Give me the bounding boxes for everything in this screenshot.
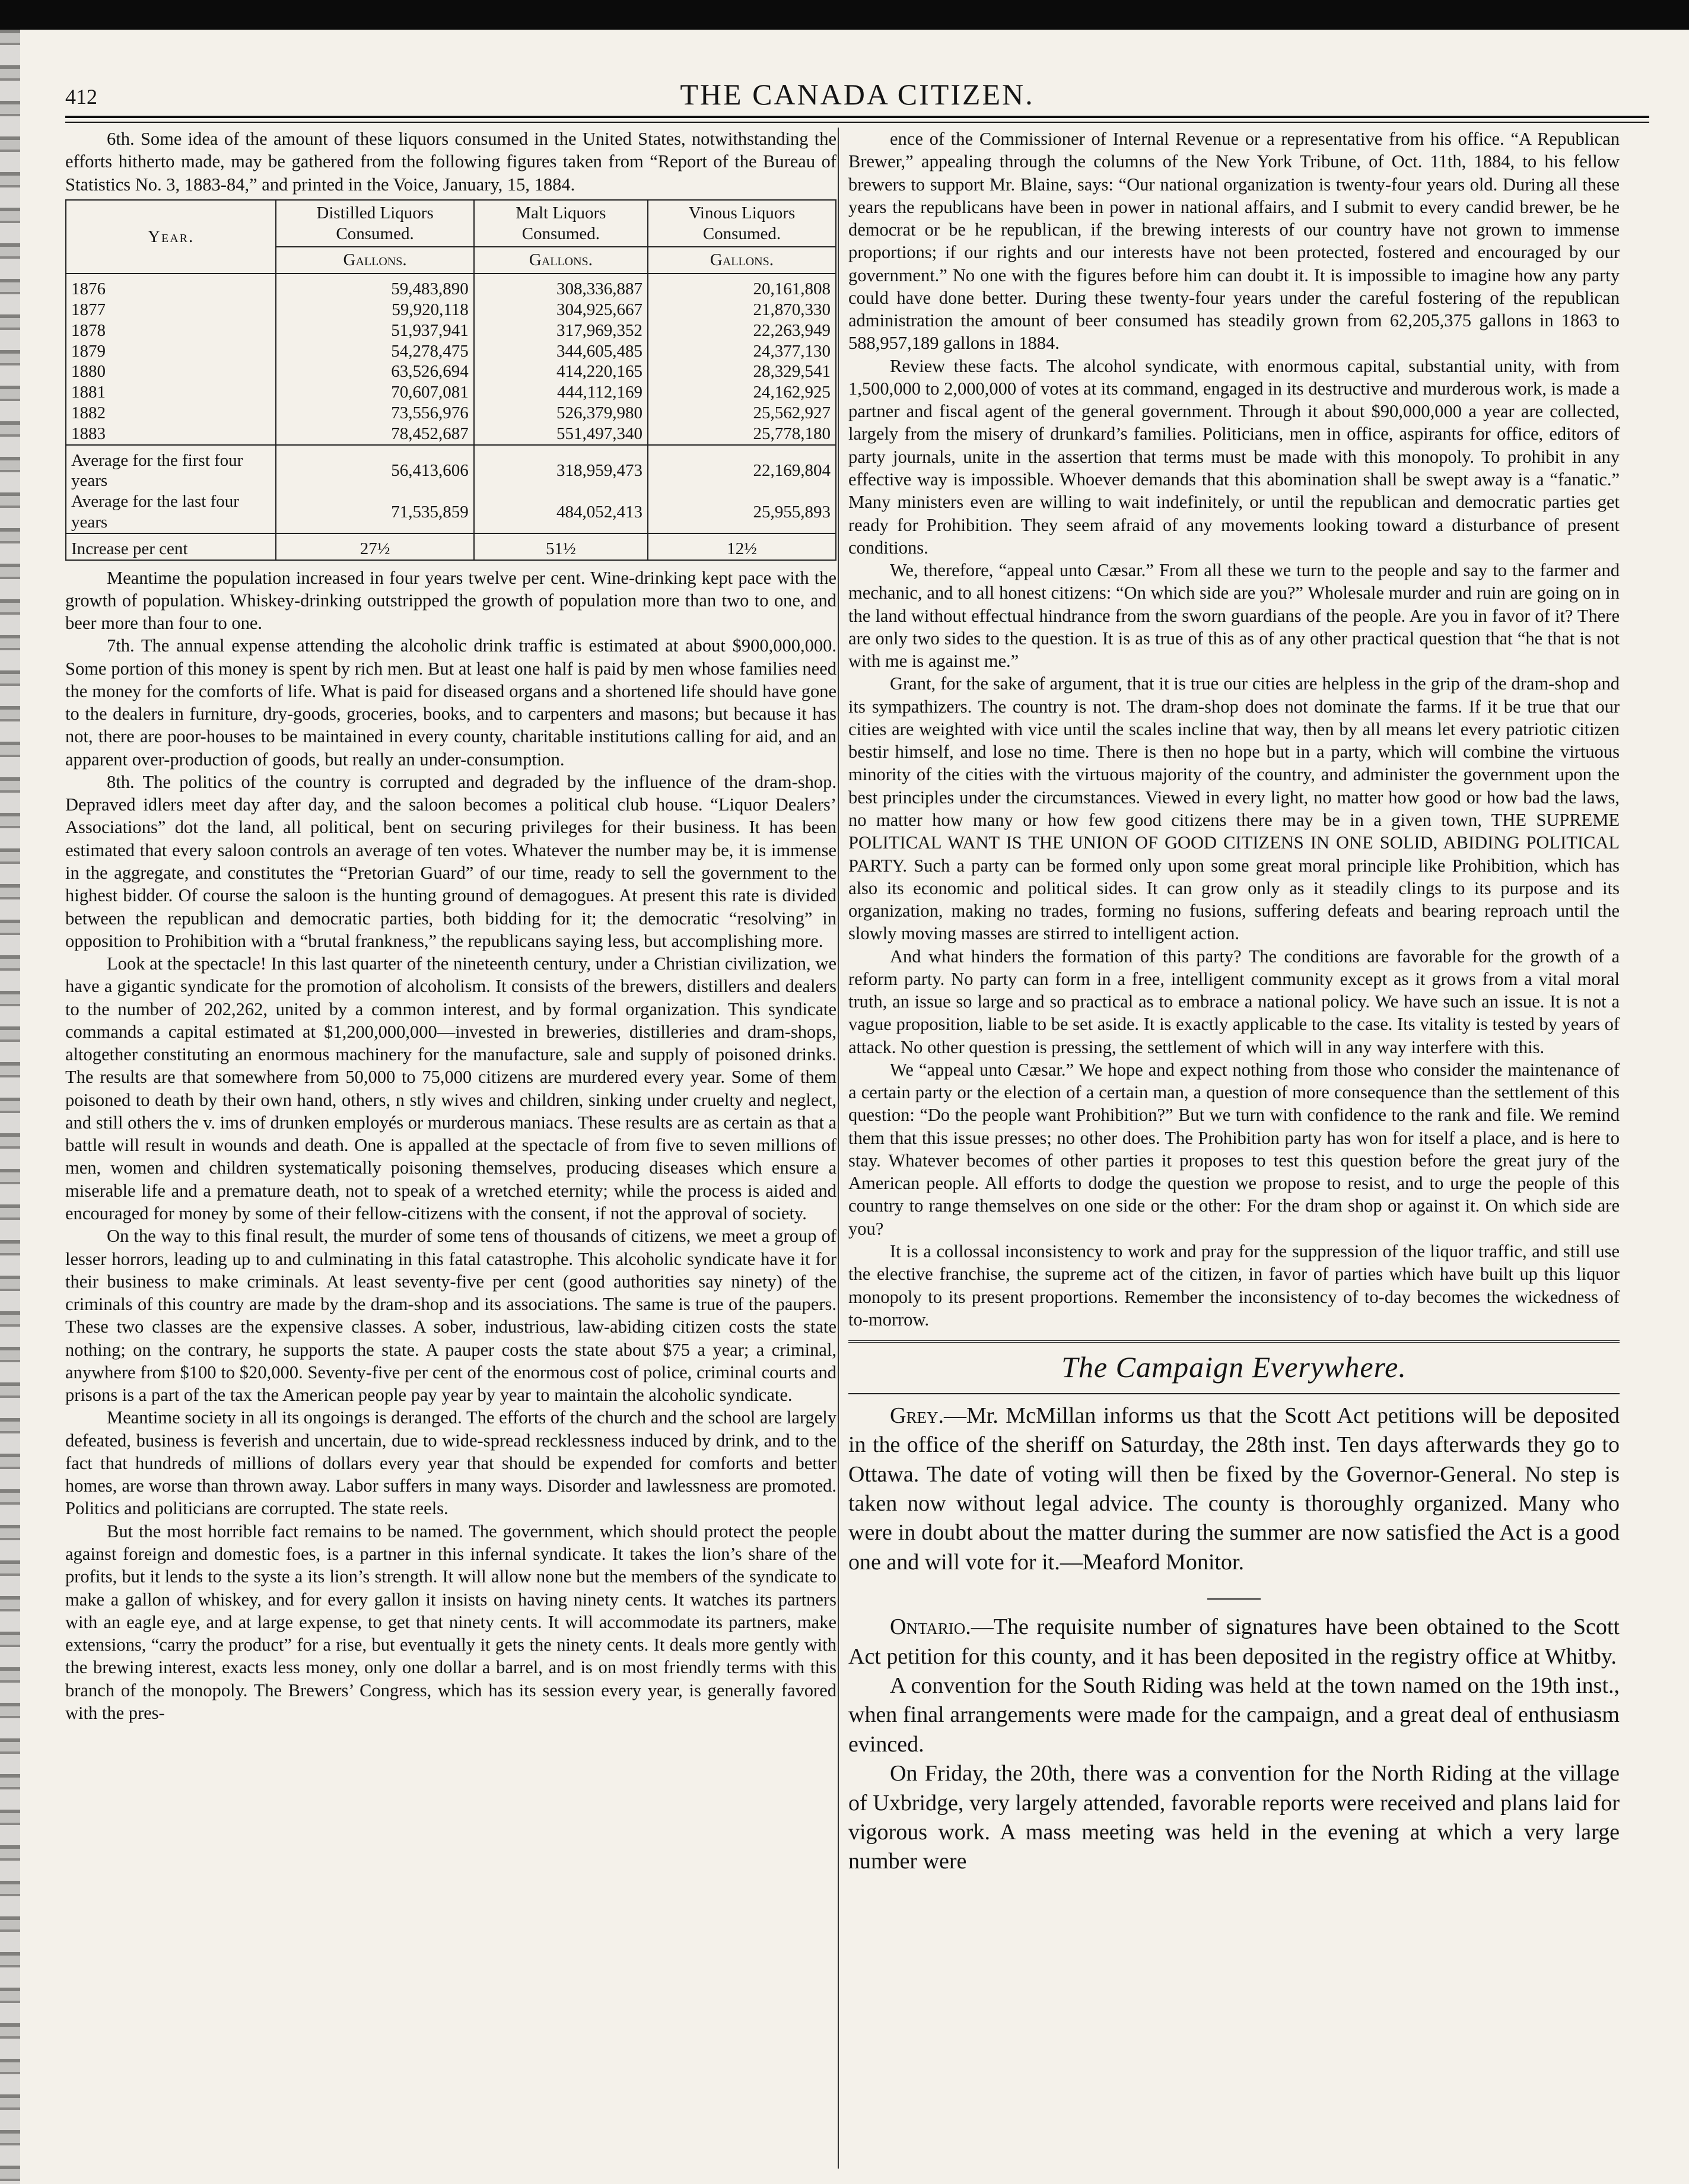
body-paragraph: It is a collossal inconsistency to work and pray for the suppression of the liquor traffic, and still use the elective franchise, the supreme act of the citizen, in favor of parties which have built up this liquor monopoly to its present proportions. Remember the inconsistency of to-day becomes the wickedness of to-morrow.: [848, 1241, 1620, 1330]
row-vinous: 25,778,180: [648, 424, 836, 445]
increase-distilled: 27½: [276, 533, 473, 560]
campaign-text: —Mr. McMillan informs us that the Scott Act petitions will be deposited in the office of the sheriff on Saturday, the 28th inst. Ten days afterwards they go to Ottawa. The date of voting will then be fixed by the Governor-General. No step is taken now without legal advice. The county is thoroughly organized. Many who were in doubt about the matter during the summer are now satisfied the Act is a good one and will vote for it.—Meaford Monitor.: [848, 1403, 1620, 1575]
row-distilled: 51,937,941: [276, 320, 473, 341]
unit-vinous: Gallons.: [648, 247, 836, 274]
table-row: [66, 300, 836, 320]
table-row: [66, 320, 836, 341]
table-row: [66, 403, 836, 424]
campaign-news: [848, 1401, 1620, 1877]
campaign-item: [848, 1759, 1620, 1877]
row-malt: 551,497,340: [474, 424, 648, 445]
header-rule: [65, 116, 1649, 123]
unit-malt: Gallons.: [474, 247, 648, 274]
body-paragraph: Look at the spectacle! In this last quarter of the nineteenth century, under a Christian civilization, we have a gigantic syndicate for the promotion of alcoholism. It consists of the brewers, distillers and dealers to the number of 202,262, united by a common interest, and by formal organization. This syndicate commands a capital estimated at $1,200,000,000—invested in breweries, distilleries and dram-shops, altogether constituting an enormous machinery for the manufacture, sale and supply of poisoned drinks. The results are that somewhere from 50,000 to 75,000 citizens are murdered every year. Some of them poisoned to death by their own hand, others, n stly wives and children, sinking under cruelty and neglect, and still others the v. ims of drunken employés or murderous maniacs. These results are as certain as that a battle will result in wounds and death. One is appalled at the spectacle of from five to seven millions of men, women and children systematically poisoning themselves, producing diseases which ensure a miserable life and a premature death, not to speak of a wretched eternity; while the process is aided and encouraged for money by some of their fellow-citizens with the consent, if not the approval of society.: [65, 953, 836, 1223]
row-distilled: 78,452,687: [276, 424, 473, 445]
scan-top-band: [0, 0, 1689, 30]
row-vinous: 25,562,927: [648, 403, 836, 424]
left-body-text: [65, 567, 836, 1725]
table-row: [66, 424, 836, 445]
body-paragraph: 8th. The politics of the country is corrupted and degraded by the influence of the dram-shop. Depraved idlers meet day after day, and the saloon becomes a political club house. “Liquor Dealers’ Associations” dot the land, all political, bent on securing privileges for their business. It has been estimated that every saloon controls an average of ten votes. Whatever the number may be, it is immense in the aggregate, and constitutes the “Pretorian Guard” of our time, ready to sell the government to the highest bidder. Of course the saloon is the hunting ground of demagogues. At present this rate is divided between the republican and democratic parties, both bidding for it; the democratic “resolving” in opposition to Prohibition with a “brutal frankness,” the republicans saying less, but accomplishing more.: [65, 771, 836, 951]
campaign-item: [848, 1671, 1620, 1759]
row-malt: 304,925,667: [474, 300, 648, 320]
row-distilled: 70,607,081: [276, 382, 473, 403]
col-header-distilled: Distilled Liquors Consumed.: [276, 200, 473, 247]
row-vinous: 24,377,130: [648, 341, 836, 362]
row-malt: 526,379,980: [474, 403, 648, 424]
row-year: 1879: [66, 341, 276, 362]
column-divider: [838, 128, 839, 2169]
row-malt: 317,969,352: [474, 320, 648, 341]
table-row-avg-first: [66, 445, 836, 492]
row-vinous: 24,162,925: [648, 382, 836, 403]
row-distilled: 63,526,694: [276, 361, 473, 382]
table-row: [66, 361, 836, 382]
left-column: [65, 128, 836, 1724]
row-vinous: 21,870,330: [648, 300, 836, 320]
campaign-text: A convention for the South Riding was held at the town named on the 19th inst., when final arrangements were made for the campaign, and a great deal of enthusiasm evinced.: [848, 1673, 1620, 1757]
right-column: [848, 128, 1620, 1877]
increase-vinous: 12½: [648, 533, 836, 560]
body-paragraph: 7th. The annual expense attending the alcoholic drink traffic is estimated at about $900,000,000. Some portion of this money is spent by rich men. But at least one half is paid by men whose families need the money for the comforts of life. What is paid for diseased organs and a shortened life should have gone to the dealers in furniture, dry-goods, groceries, books, and to carpenters and masons; but because it has not, there are poor-houses to be maintained in every county, charitable institutions calling for aid, and an apparent over-production of goods, but really an under-consumption.: [65, 635, 836, 770]
table-row: [66, 341, 836, 362]
col-header-year: Year.: [66, 200, 276, 274]
increase-label: Increase per cent: [66, 533, 276, 560]
row-year: 1877: [66, 300, 276, 320]
row-malt: 414,220,165: [474, 361, 648, 382]
body-paragraph: We, therefore, “appeal unto Cæsar.” From all these we turn to the people and say to the farmer and mechanic, and to all honest citizens: “On which side are you?” Wholesale murder and ruin are going on in the land without effectual hindrance from the sworn guardians of the people. Are you in favor of it? There are only two sides to the question. It is as true of this as of any other practical question that “he that is not with me is against me.”: [848, 560, 1620, 672]
avg-last-malt: 484,052,413: [474, 491, 648, 533]
body-paragraph: On the way to this final result, the murder of some tens of thousands of citizens, we meet a group of lesser horrors, leading up to and culminating in this fatal catastrophe. This alcoholic syndicate have it for their business to make criminals. At least seventy-five per cent (good authorities say ninety) of the criminals of this country are made by the dram-shop and its associations. The same is true of the paupers. These two classes are the expensive classes. A sober, industrious, law-abiding citizen costs the state nothing; on the contrary, he supports the state. A pauper costs the state about $75 a year; a criminal, anywhere from $100 to $20,000. Seventy-five per cent of the enormous cost of police, criminal courts and prisons is a part of the tax the American people pay year by year to maintain the alcoholic syndicate.: [65, 1226, 836, 1406]
liquor-consumption-table: [65, 199, 836, 561]
campaign-county: Ontario.: [890, 1614, 971, 1640]
campaign-text: On Friday, the 20th, there was a convention for the North Riding at the village of Uxbridge, very largely attended, favorable reports were received and plans laid for vigorous work. A mass meeting was held in the evening at which a very large number were: [848, 1761, 1620, 1874]
increase-malt: 51½: [474, 533, 648, 560]
row-year: 1880: [66, 361, 276, 382]
body-paragraph: We “appeal unto Cæsar.” We hope and expect nothing from those who consider the maintenance of a certain party or the election of a certain man, a question of more consequence than the settlement of this question: “Do the people want Prohibition?” But we turn with confidence to the rank and file. We remind them that this issue presses; no other does. The Prohibition party has won for itself a place, and is here to stay. Whatever becomes of other parties it proposes to test this question before the great jury of the American people. All efforts to dodge the question we propose to resist, and to urge the people of this country to range themselves on one side or the other: For the dram shop or against it. On which side are you?: [848, 1059, 1620, 1239]
section-title: The Campaign Everywhere.: [848, 1340, 1620, 1394]
row-year: 1878: [66, 320, 276, 341]
row-distilled: 59,483,890: [276, 274, 473, 300]
row-malt: 444,112,169: [474, 382, 648, 403]
table-row-avg-last: [66, 491, 836, 533]
row-year: 1881: [66, 382, 276, 403]
body-paragraph: But the most horrible fact remains to be named. The government, which should protect the people against foreign and domestic foes, is a partner in this infernal syndicate. It takes the lion’s share of the profits, but it lends to the syste a its lion’s strength. It will allow none but the members of the syndicate to make a gallon of whiskey, and for every gallon it insists on having ninety cents. It watches its partners with an eagle eye, and at large expense, to get that ninety cents. It will accommodate its partners, make extensions, “carry the product” for a rise, but eventually it gets the ninety cents. It deals more gently with the brewing interest, exacts less money, only one dollar a barrel, and is on most friendly terms with this branch of the monopoly. The Brewers’ Congress, which has its session every year, is generally favored with the pres-: [65, 1521, 836, 1723]
right-body-text: [848, 128, 1620, 1331]
avg-first-label: Average for the first four years: [66, 445, 276, 492]
table-row-increase: [66, 533, 836, 560]
table-row: [66, 274, 836, 300]
row-vinous: 28,329,541: [648, 361, 836, 382]
table-row: [66, 382, 836, 403]
row-distilled: 54,278,475: [276, 341, 473, 362]
campaign-item: [848, 1613, 1620, 1671]
avg-last-vinous: 25,955,893: [648, 491, 836, 533]
page-number: 412: [65, 85, 97, 109]
avg-last-label: Average for the last four years: [66, 491, 276, 533]
row-year: 1882: [66, 403, 276, 424]
row-distilled: 59,920,118: [276, 300, 473, 320]
row-malt: 344,605,485: [474, 341, 648, 362]
page-header: [65, 71, 1649, 113]
row-vinous: 22,263,949: [648, 320, 836, 341]
campaign-item: [848, 1401, 1620, 1577]
body-paragraph: ence of the Commissioner of Internal Revenue or a representative from his office. “A Republican Brewer,” appealing through the columns of the New York Tribune, of Oct. 11th, 1884, to his fellow brewers to support Mr. Blaine, says: “Our national organization is twenty-four years old. During all these years the republicans have been in power in national affairs, and I submit to every candid brewer, be he democrat or be he republican, if the brewing interests of our country have not grown to immense proportions; if our rights and our interests have not been protected, fostered and encouraged by our government.” No one with the figures before him can doubt it. It is impossible to imagine how any party could have done better. During these twenty-four years under the careful fostering of the republican administration the amount of beer consumed has steadily grown from 62,205,375 gallons in 1863 to 588,957,189 gallons in 1884.: [848, 129, 1620, 354]
avg-first-malt: 318,959,473: [474, 445, 648, 492]
body-paragraph: Meantime the population increased in four years twelve per cent. Wine-drinking kept pace with the growth of population. Whiskey-drinking outstripped the growth of population more than two to one, and beer more than four to one.: [65, 567, 836, 634]
avg-first-distilled: 56,413,606: [276, 445, 473, 492]
body-paragraph: Grant, for the sake of argument, that it is true our cities are helpless in the grip of the dram-shop and its sympathizers. The country is not. The dram-shop does not dominate the farms. If it be true that our cities are weighted with vice until the scales incline that way, then by all means let every patriotic citizen bestir himself, and lose no time. There is then no hope but in a party, which will combine the virtuous minority of the cities with the virtuous majority of the country, and administer the government upon the best principles under the circumstances. Viewed in every light, no matter how good or how bad the laws, no matter how many or how few good citizens there may be in a given town, THE SUPREME POLITICAL WANT IS THE UNION OF GOOD CITIZENS IN ONE SOLID, ABIDING POLITICAL PARTY. Such a party can be formed only upon some great moral principle like Prohibition, which has also its economic and political sides. It can grow only as it steadily clings to its purpose and its organization, making no trades, forming no fusions, suffering defeats and bearing reproach until the slowly moving masses are stirred to intelligent action.: [848, 673, 1620, 944]
item-separator: [1207, 1598, 1261, 1600]
scan-binding-edge: [0, 30, 20, 2184]
masthead: THE CANADA CITIZEN.: [680, 78, 1035, 111]
row-malt: 308,336,887: [474, 274, 648, 300]
avg-first-vinous: 22,169,804: [648, 445, 836, 492]
avg-last-distilled: 71,535,859: [276, 491, 473, 533]
body-paragraph: And what hinders the formation of this party? The conditions are favorable for the growth of a reform party. No party can form in a free, intelligent community except as it grows from a vital moral truth, an issue so large and so practical as to embrace a national policy. We have such an issue. It is not a vague proposition, liable to be set aside. It is exactly applicable to the case. Its vitality is tested by years of attack. No other question is pressing, the settlement of which will in any way interfere with this.: [848, 946, 1620, 1057]
body-paragraph: Meantime society in all its ongoings is deranged. The efforts of the church and the school are largely defeated, business is feverish and uncertain, due to wide-spread recklessness induced by drink, and to the fact that hundreds of millions of dollars every year that should be expended for comforts and better homes, are worse than thrown away. Labor suffers in many ways. Disorder and lawlessness are promoted. Politics and politicians are corrupted. The state reels.: [65, 1407, 836, 1519]
campaign-county: Grey.: [890, 1403, 944, 1428]
col-header-malt: Malt Liquors Consumed.: [474, 200, 648, 247]
row-year: 1883: [66, 424, 276, 445]
unit-distilled: Gallons.: [276, 247, 473, 274]
row-distilled: 73,556,976: [276, 403, 473, 424]
col-header-vinous: Vinous Liquors Consumed.: [648, 200, 836, 247]
campaign-text: —The requisite number of signatures have been obtained to the Scott Act petition for this county, and it has been deposited in the registry office at Whitby.: [848, 1614, 1620, 1669]
row-year: 1876: [66, 274, 276, 300]
body-paragraph: Review these facts. The alcohol syndicate, with enormous capital, substantial unity, with from 1,500,000 to 2,000,000 of votes at its command, engaged in its destructive and murderous work, is made a partner and fiscal agent of the general government. Through it about $90,000,000 a year are collected, largely from the misery of drunkard’s families. Politicians, men in office, aspirants for office, editors of party journals, unite in the assertion that terms must be made with this monopoly. To prohibit in any effective way is impossible. Whoever demands that this abomination shall be swept away is a “fanatic.” Many ministers even are willing to wait indefinitely, or until the republican and democratic parties get ready for Prohibition. They seem afraid of any movements looking toward a disturbance of present conditions.: [848, 355, 1620, 558]
row-vinous: 20,161,808: [648, 274, 836, 300]
intro-paragraph: 6th. Some idea of the amount of these liquors consumed in the United States, notwithstanding the efforts hitherto made, may be gathered from the following figures taken from “Report of the Bureau of Statistics No. 3, 1883-84,” and printed in the Voice, January, 15, 1884.: [65, 129, 836, 195]
